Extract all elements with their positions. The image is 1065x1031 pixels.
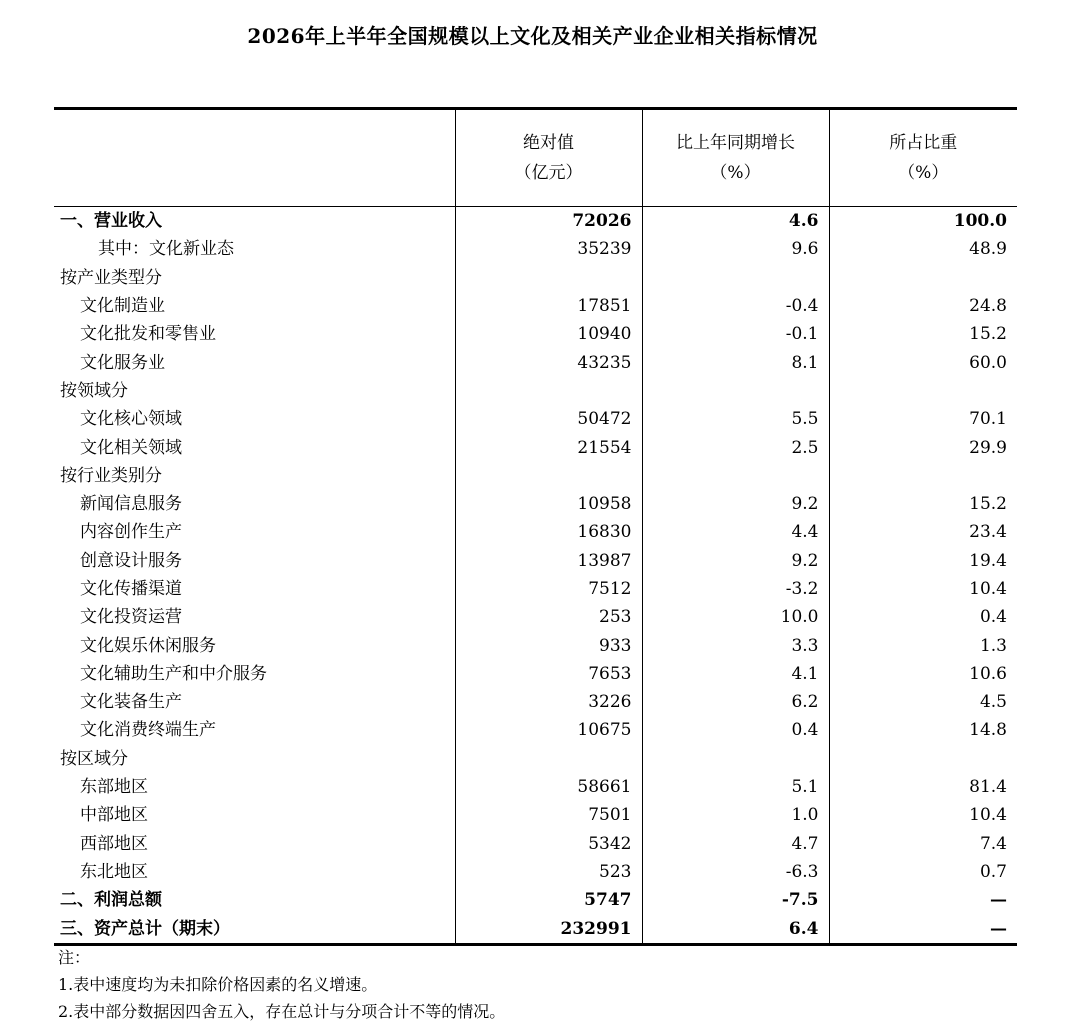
- cell-absolute-value: 7653: [455, 660, 642, 688]
- cell-share: 10.6: [829, 660, 1017, 688]
- cell-growth: 5.1: [642, 773, 829, 801]
- table-row: [54, 716, 1017, 744]
- cell-absolute-value: [455, 264, 642, 292]
- table-row: [54, 830, 1017, 858]
- table-row: [54, 433, 1017, 461]
- cell-absolute-value: [455, 745, 642, 773]
- cell-absolute-value: 10675: [455, 716, 642, 744]
- cell-absolute-value: 16830: [455, 518, 642, 546]
- cell-absolute-value: 5342: [455, 830, 642, 858]
- cell-growth: [642, 745, 829, 773]
- cell-absolute-value: 35239: [455, 235, 642, 263]
- cell-growth: 4.7: [642, 830, 829, 858]
- table-row: [54, 745, 1017, 773]
- table-row: [54, 518, 1017, 546]
- cell-growth: 1.0: [642, 801, 829, 829]
- cell-share: [829, 377, 1017, 405]
- cell-share: 15.2: [829, 320, 1017, 348]
- cell-share: 1.3: [829, 631, 1017, 659]
- row-label: 创意设计服务: [80, 550, 182, 571]
- cell-share: 81.4: [829, 773, 1017, 801]
- header-label: 比上年同期增长: [676, 133, 795, 153]
- cell-share: 0.7: [829, 858, 1017, 886]
- cell-growth: [642, 264, 829, 292]
- row-label: 文化批发和零售业: [80, 324, 216, 345]
- table-row: [54, 575, 1017, 603]
- header-growth: [642, 109, 829, 207]
- table-row: [54, 603, 1017, 631]
- table-row: [54, 348, 1017, 376]
- cell-absolute-value: 5747: [455, 886, 642, 914]
- row-label: 其中：文化新业态: [98, 239, 234, 260]
- footnote-heading: 注：: [58, 948, 91, 967]
- table-row: [54, 660, 1017, 688]
- row-label: 中部地区: [80, 805, 148, 826]
- row-label: 按行业类别分: [60, 465, 162, 486]
- cell-absolute-value: 523: [455, 858, 642, 886]
- table-row: [54, 773, 1017, 801]
- row-label: 内容创作生产: [80, 522, 182, 543]
- cell-share: 7.4: [829, 830, 1017, 858]
- cell-growth: 4.6: [642, 207, 829, 236]
- table-row: [54, 688, 1017, 716]
- cell-absolute-value: 10958: [455, 490, 642, 518]
- cell-absolute-value: 232991: [455, 914, 642, 944]
- row-label: 文化投资运营: [80, 607, 182, 628]
- cell-share: 10.4: [829, 575, 1017, 603]
- row-label: 文化相关领域: [80, 437, 182, 458]
- cell-share: 100.0: [829, 207, 1017, 236]
- cell-absolute-value: 50472: [455, 405, 642, 433]
- header-absolute-value: [455, 109, 642, 207]
- cell-absolute-value: 58661: [455, 773, 642, 801]
- table-row: [54, 886, 1017, 914]
- cell-absolute-value: 933: [455, 631, 642, 659]
- row-label: 文化辅助生产和中介服务: [80, 663, 267, 684]
- table-row: [54, 405, 1017, 433]
- cell-absolute-value: 253: [455, 603, 642, 631]
- cell-growth: 9.2: [642, 547, 829, 575]
- cell-absolute-value: [455, 377, 642, 405]
- row-label: 文化核心领域: [80, 409, 182, 430]
- table-row: [54, 547, 1017, 575]
- cell-share: 24.8: [829, 292, 1017, 320]
- row-label: 文化消费终端生产: [80, 720, 216, 741]
- cell-growth: -0.4: [642, 292, 829, 320]
- cell-share: [829, 462, 1017, 490]
- row-label: 文化装备生产: [80, 692, 182, 713]
- row-label: 按区域分: [60, 748, 128, 769]
- cell-growth: 4.4: [642, 518, 829, 546]
- cell-share: 15.2: [829, 490, 1017, 518]
- cell-share: —: [829, 914, 1017, 944]
- cell-growth: 10.0: [642, 603, 829, 631]
- header-label: 所占比重: [889, 133, 958, 153]
- cell-absolute-value: 43235: [455, 348, 642, 376]
- cell-growth: -6.3: [642, 858, 829, 886]
- row-label: 东部地区: [80, 777, 148, 798]
- header-unit: （%）: [898, 163, 949, 183]
- header-unit: （亿元）: [514, 163, 583, 183]
- row-label: 二、利润总额: [60, 890, 162, 911]
- cell-growth: 8.1: [642, 348, 829, 376]
- row-label: 三、资产总计（期末）: [54, 914, 455, 944]
- header-item: [54, 109, 455, 207]
- cell-growth: 6.2: [642, 688, 829, 716]
- cell-growth: 0.4: [642, 716, 829, 744]
- cell-share: —: [829, 886, 1017, 914]
- cell-absolute-value: 10940: [455, 320, 642, 348]
- table-body: [54, 207, 1017, 945]
- table-row: [54, 462, 1017, 490]
- cell-growth: 6.4: [642, 914, 829, 944]
- table-row: [54, 235, 1017, 263]
- indicator-table: [54, 107, 1017, 946]
- header-label: 绝对值: [523, 133, 574, 153]
- cell-share: [829, 264, 1017, 292]
- table-row: [54, 320, 1017, 348]
- row-label: 东北地区: [80, 861, 148, 882]
- cell-share: 60.0: [829, 348, 1017, 376]
- table-row: [54, 801, 1017, 829]
- footnote-item: 1.表中速度均为未扣除价格因素的名义增速。: [58, 975, 378, 994]
- row-label: 一、营业收入: [60, 211, 162, 232]
- cell-share: 0.4: [829, 603, 1017, 631]
- cell-growth: 9.2: [642, 490, 829, 518]
- row-label: 按产业类型分: [60, 267, 162, 288]
- cell-share: 19.4: [829, 547, 1017, 575]
- row-label: 文化制造业: [80, 296, 165, 317]
- cell-growth: -3.2: [642, 575, 829, 603]
- row-label: 文化娱乐休闲服务: [80, 635, 216, 656]
- cell-absolute-value: 13987: [455, 547, 642, 575]
- cell-share: 4.5: [829, 688, 1017, 716]
- cell-share: 10.4: [829, 801, 1017, 829]
- cell-absolute-value: 21554: [455, 433, 642, 461]
- cell-growth: [642, 377, 829, 405]
- cell-share: 29.9: [829, 433, 1017, 461]
- cell-share: 23.4: [829, 518, 1017, 546]
- cell-growth: 2.5: [642, 433, 829, 461]
- cell-absolute-value: [455, 462, 642, 490]
- header-share: [829, 109, 1017, 207]
- cell-growth: -7.5: [642, 886, 829, 914]
- table-row: [54, 490, 1017, 518]
- cell-growth: -0.1: [642, 320, 829, 348]
- cell-share: 14.8: [829, 716, 1017, 744]
- cell-absolute-value: 7501: [455, 801, 642, 829]
- cell-growth: 3.3: [642, 631, 829, 659]
- table-row: [54, 914, 1017, 944]
- cell-share: 70.1: [829, 405, 1017, 433]
- table-row: [54, 858, 1017, 886]
- cell-absolute-value: 17851: [455, 292, 642, 320]
- footnotes: [58, 944, 505, 1025]
- row-label: 新闻信息服务: [80, 494, 182, 515]
- cell-growth: 5.5: [642, 405, 829, 433]
- cell-share: [829, 745, 1017, 773]
- row-label: 西部地区: [80, 833, 148, 854]
- table-row: [54, 377, 1017, 405]
- cell-absolute-value: 7512: [455, 575, 642, 603]
- cell-growth: [642, 462, 829, 490]
- table-row: [54, 264, 1017, 292]
- table-header-row: [54, 109, 1017, 207]
- row-label: 文化传播渠道: [80, 579, 182, 599]
- cell-growth: 9.6: [642, 235, 829, 263]
- cell-absolute-value: 72026: [455, 207, 642, 236]
- table-row: [54, 631, 1017, 659]
- footnote-item: 2.表中部分数据因四舍五入，存在总计与分项合计不等的情况。: [58, 1002, 506, 1021]
- header-unit: （%）: [710, 163, 761, 183]
- cell-share: 48.9: [829, 235, 1017, 263]
- page-title: 2026年上半年全国规模以上文化及相关产业企业相关指标情况: [247, 24, 818, 48]
- cell-growth: 4.1: [642, 660, 829, 688]
- table-row: [54, 207, 1017, 236]
- row-label: 文化服务业: [80, 352, 165, 373]
- table-row: [54, 292, 1017, 320]
- row-label: 按领域分: [60, 380, 128, 401]
- cell-absolute-value: 3226: [455, 688, 642, 716]
